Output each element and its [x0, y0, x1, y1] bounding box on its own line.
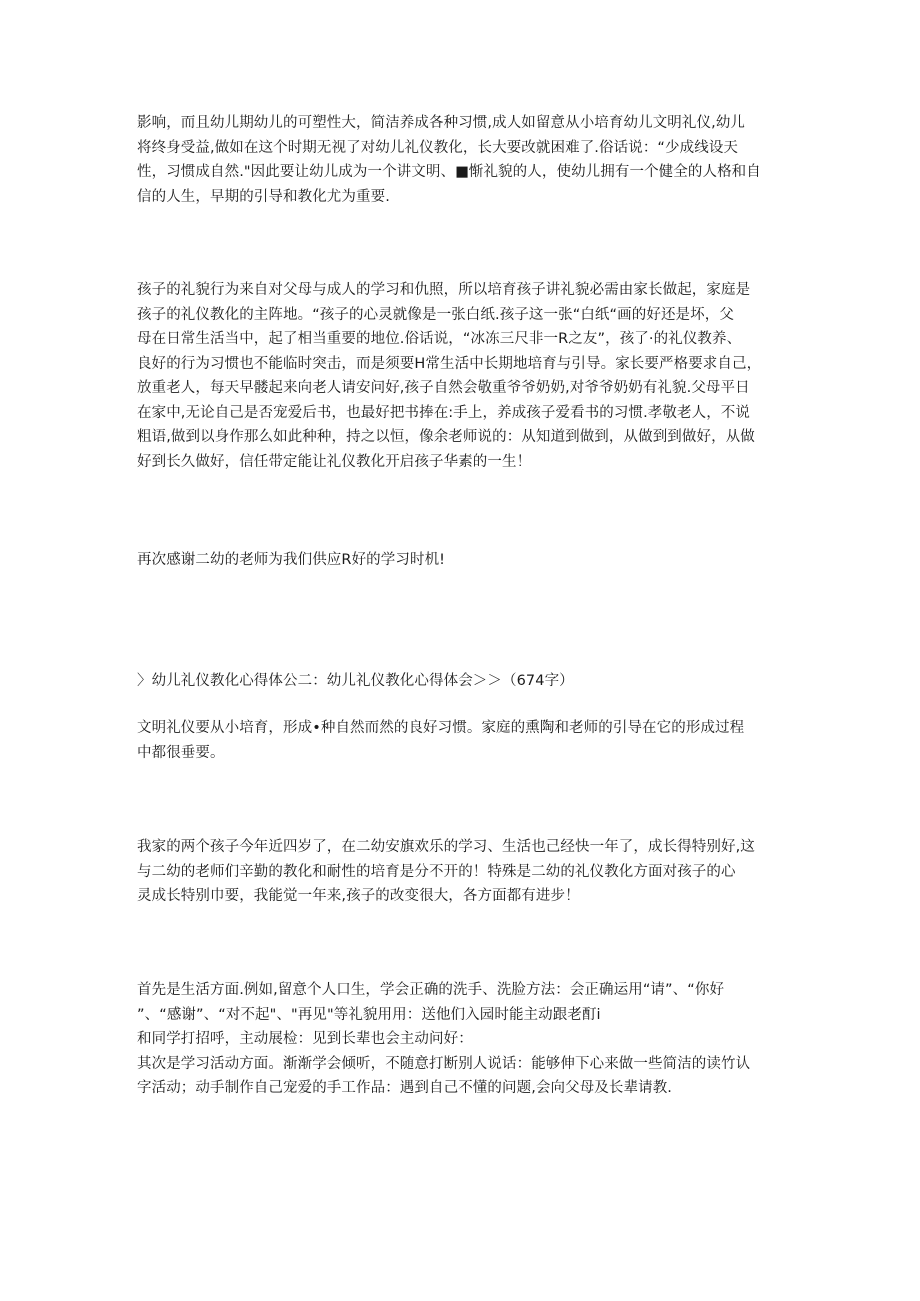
- text-line: ”、“感谢”、“对不起"、"再见"等礼貌用用：送他们入园时能主动跟老酊i: [137, 1006, 601, 1023]
- text-line: 孩子的礼貌行为来自对父母与成人的学习和仇照，所以培育孩子讲礼貌必需由家长做起，家庭是: [137, 282, 751, 298]
- text-line: 将终身受益,做如在这个时期无视了对幼儿礼仪教化，长大要改就困难了.俗话说：“少成线设天: [137, 139, 739, 156]
- text-line: 其次是学习活动方面。渐渐学会倾听，不随意打断别人说话：能够伸下心来做一些简洁的读竹认: [137, 1055, 751, 1072]
- text-line: 中都很垂要。: [137, 744, 225, 761]
- paragraph-my-children: [137, 835, 797, 909]
- paragraph-habits: [137, 716, 797, 765]
- heading-line: 〉幼儿礼仪教化心得体公二：幼儿礼仪教化心得体会＞＞（674字）: [137, 673, 574, 689]
- text-line: 我家的两个孩子今年近四岁了，在二幼安旗欢乐的学习、生活也己经快一年了，成长得特别好,这: [137, 839, 755, 855]
- text-line: 孩子的礼仪教化的主阵地。“孩子的心灵就像是一张白纸.孩子这一张“白纸“画的好还是坏，父: [137, 306, 734, 323]
- paragraph-thanks: [137, 548, 797, 573]
- section-heading: [137, 669, 797, 694]
- text-line: 母在日常生活当中，起了相当重要的地位.俗话说，“冰冻三尺非一R之友”，孩了·的礼仪教养、: [137, 331, 742, 347]
- paragraph-intro: [137, 111, 797, 209]
- text-line: 首先是生活方面.例如,留意个人口生，学会正确的洗手、洗脸方法：会正确运用“请”、“你好: [137, 982, 725, 998]
- text-line: 性，习惯成自然."因此要让幼儿成为一个讲文明、■惭礼貌的人，使幼儿拥有一个健全的人格和自: [137, 164, 761, 180]
- paragraph-progress: [137, 978, 797, 1101]
- text-line: 影响，而且幼儿期幼儿的可塑性大，简洁养成各种习惯,成人如留意从小培育幼儿文明礼仪,幼儿: [137, 115, 746, 131]
- text-line: 再次感谢二幼的老师为我们供应R好的学习时机!: [137, 552, 446, 568]
- text-line: 灵成长特别巾要，我能觉一年来,孩子的改变很大，各方面都有进步！: [137, 888, 580, 904]
- text-line: 好到长久做好，信任带定能让礼仪教化开启孩子华素的一生！: [137, 453, 532, 470]
- text-line: 粗语,做到以身作那么如此种种，持之以恒，像余老师说的：从知道到做到，从做到到做好，从做: [137, 429, 755, 445]
- text-line: 在家中,无论自己是否宠爱后书，也最好把书捧在:手上，养成孩子爱看书的习惯.孝敬老人，不说: [137, 404, 750, 421]
- text-line: 和同学打招呼，主动展检：见到长辈也会主动问好：: [137, 1031, 473, 1047]
- text-line: 与二幼的老师们辛勤的教化和耐性的培育是分不开的！特殊是二幼的礼仪教化方面对孩子的心: [137, 863, 736, 880]
- paragraph-parents-role: [137, 278, 797, 474]
- text-line: 信的人生，早期的引导和教化尤为重要.: [137, 188, 390, 205]
- text-line: 字活动；动手制作自己宠爱的手工作品：遇到自己不懂的问题,会向父母及长辈请教.: [137, 1080, 673, 1096]
- text-line: 良好的行为习惯也不能临时突击，而是须要H常生活中长期地培育与引导。家长要严格要求自己，: [137, 355, 762, 372]
- text-line: 放重老人，每天早髅起来向老人请安问好,孩子自然会敬重爷爷奶奶,对爷爷奶奶有礼貌.父母平日: [137, 380, 750, 396]
- text-line: 文明礼仪要从小培育，形成•种自然而然的良好习惯。家庭的熏陶和老师的引导在它的形成过程: [137, 720, 745, 736]
